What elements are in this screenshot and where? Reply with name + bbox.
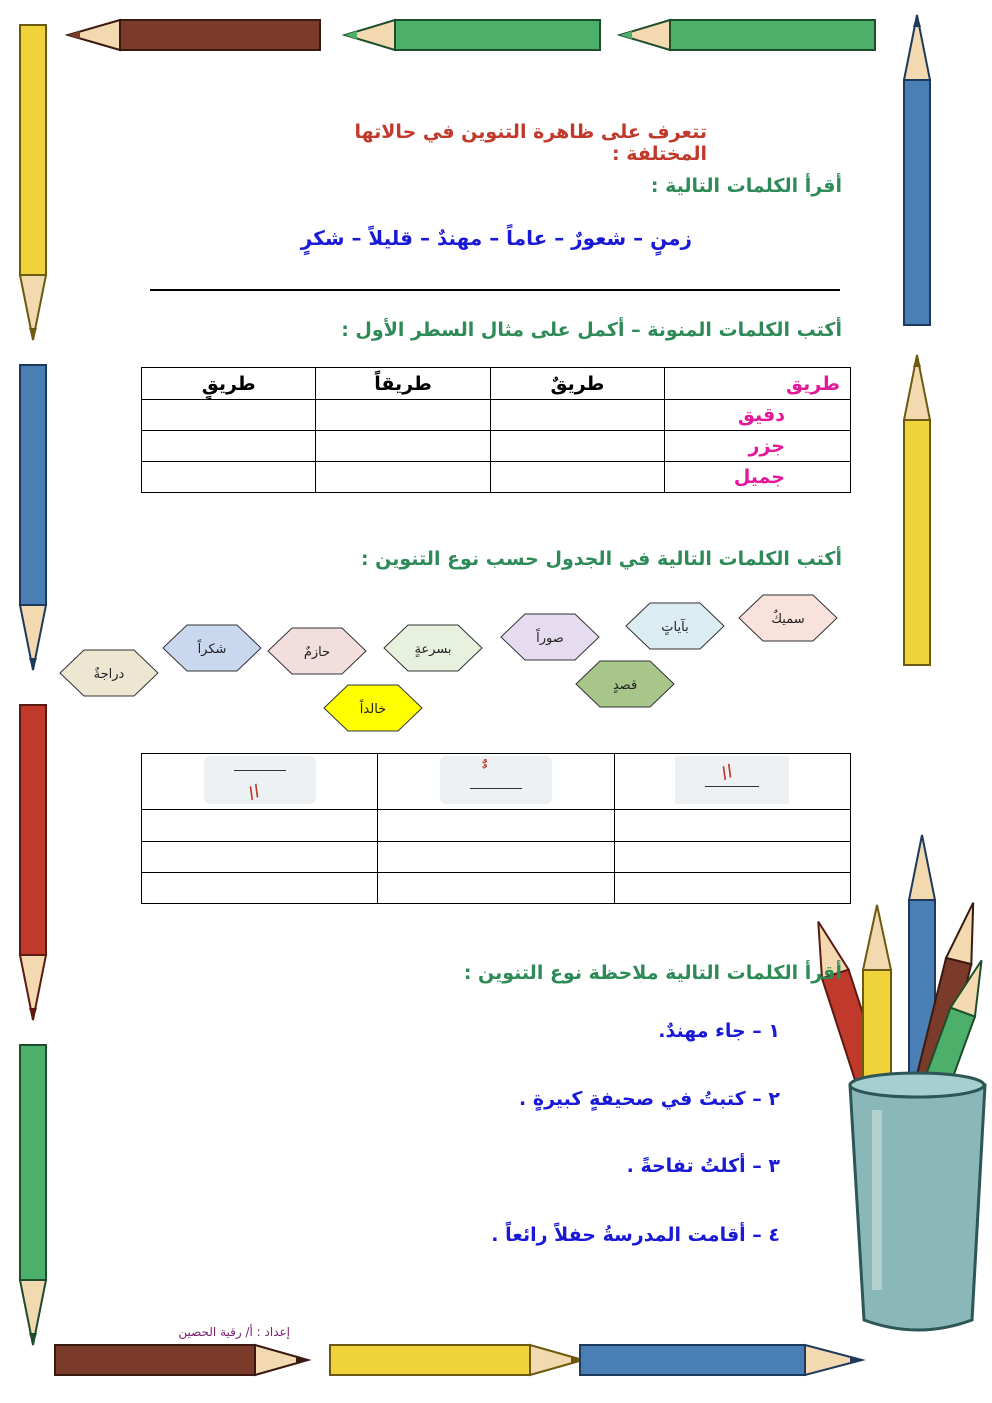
sentence-2: ٢ – كتبتُ في صحيفةٍ كبيرةٍ .: [519, 1088, 780, 1110]
answer-cell[interactable]: [378, 872, 614, 903]
words-line: زمنٍ – شعورٌ – عاماً – مهندٌ – قليلاً – شكرٍ: [300, 226, 692, 250]
table-cell: [378, 754, 614, 810]
answer-cell[interactable]: [378, 810, 614, 841]
word-hexagon: [739, 595, 837, 641]
word-hexagon: [384, 625, 482, 671]
hexagon-word: خالداً: [359, 702, 387, 717]
word-hexagon: [501, 614, 599, 660]
tanween-table-2: [141, 753, 851, 904]
kasratan-icon: //: [204, 756, 316, 804]
sentence-3: ٣ – أكلتُ تفاحةً .: [626, 1155, 780, 1177]
word-hexagon: [163, 625, 261, 671]
row-word: جميل: [733, 466, 785, 488]
page-title: تتعرف على ظاهرة التنوين في حالاتها المختلفة :: [354, 121, 707, 165]
table-cell: [614, 754, 850, 810]
hexagon-word: بسرعةٍ: [414, 642, 452, 657]
dammatan-icon: ٌ ٌ: [440, 756, 552, 804]
hexagon-word: دراجةٌ: [93, 667, 125, 682]
header-word: طريقٍ: [201, 372, 256, 395]
hexagon-word: شكراً: [197, 642, 227, 657]
row-word: دقيق: [737, 404, 785, 426]
section2-heading: أكتب الكلمات المنونة – أكمل على مثال السطر الأول :: [341, 319, 842, 341]
word-hexagon: [324, 685, 422, 731]
header-word: طريقٌ: [550, 372, 605, 395]
sentence-1: ١ – جاء مهندٌ.: [658, 1020, 780, 1042]
answer-cell[interactable]: [378, 841, 614, 872]
word-hexagon: [268, 628, 366, 674]
author-credit: إعداد : أ/ رقية الحصين: [178, 1325, 290, 1339]
answer-cell[interactable]: [614, 872, 850, 903]
sentence-4: ٤ – أقامت المدرسةُ حفلاً رائعاً .: [491, 1224, 780, 1246]
word-hexagon: [60, 650, 158, 696]
hexagon-word: حازمٌ: [303, 645, 331, 660]
word-hexagon: [626, 603, 724, 649]
header-word: طريق: [786, 372, 840, 395]
hexagon-word: سميكٌ: [771, 612, 805, 627]
section4-heading: أقرأ الكلمات التالية ملاحظة نوع التنوين :: [463, 962, 842, 984]
fathatan-icon: //: [675, 756, 789, 804]
answer-cell[interactable]: [142, 872, 378, 903]
answer-cell[interactable]: [142, 841, 378, 872]
row-word: جزر: [748, 435, 785, 457]
answer-cell[interactable]: [142, 810, 378, 841]
word-hexagon: [576, 661, 674, 707]
answer-cell[interactable]: [614, 841, 850, 872]
hexagon-word: صوراً: [536, 631, 564, 646]
answer-cell[interactable]: [614, 810, 850, 841]
header-word: طريقاً: [374, 372, 432, 395]
section3-heading: أكتب الكلمات التالية في الجدول حسب نوع التنوين :: [360, 548, 842, 570]
hexagon-word: قصدٍ: [612, 678, 638, 693]
table-cell: [142, 754, 378, 810]
hexagon-word: بآياتٍ: [661, 620, 689, 635]
section1-heading: أقرأ الكلمات التالية :: [650, 175, 842, 197]
